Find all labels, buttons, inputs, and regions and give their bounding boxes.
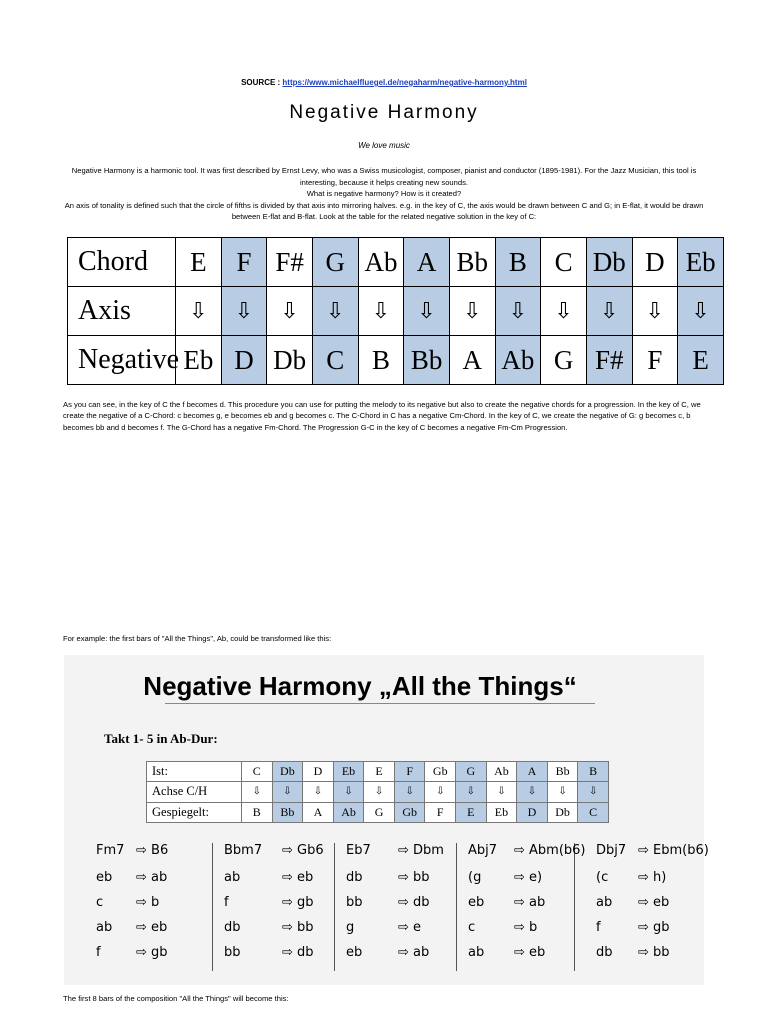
original-note: db — [596, 945, 613, 960]
panel-title-underline — [165, 703, 595, 704]
down-arrow-icon: ⇩ — [547, 782, 578, 802]
chord-column — [596, 843, 708, 971]
mirrored-note: ⇨ gb — [136, 945, 168, 960]
original-note: db — [346, 870, 363, 885]
chord-cell: C — [541, 238, 587, 287]
gespiegelt-cell: C — [578, 802, 609, 822]
chord-column — [224, 843, 336, 971]
source-link[interactable]: https://www.michaelfluegel.de/negaharm/negative-harmony.html — [282, 78, 527, 87]
chord-transformations — [96, 843, 709, 973]
original-note: ab — [468, 945, 485, 960]
chord-cell: D — [632, 238, 678, 287]
negative-row — [68, 336, 724, 385]
chord-cell: E — [176, 238, 222, 287]
mirrored-note: ⇨ ab — [514, 895, 546, 910]
down-arrow-icon: ⇩ — [221, 287, 267, 336]
chord-cell: Bb — [449, 238, 495, 287]
panel-title: Negative Harmony „All the Things“ — [143, 671, 577, 701]
mirrored-note: ⇨ db — [282, 945, 314, 960]
ist-cell: G — [456, 762, 487, 782]
original-note: Abj7 — [468, 843, 498, 858]
chord-cell: Ab — [358, 238, 404, 287]
gespiegelt-cell: Ab — [333, 802, 364, 822]
mirrored-note: ⇨ gb — [638, 920, 670, 935]
down-arrow-icon: ⇩ — [486, 782, 517, 802]
row-label-axis: Axis — [68, 287, 176, 336]
original-note: ab — [224, 870, 241, 885]
footer-text: The first 8 bars of the composition "All the Things" will become this: — [63, 994, 289, 1003]
mirrored-note: ⇨ eb — [514, 945, 546, 960]
negative-cell: D — [221, 336, 267, 385]
ist-cell: A — [517, 762, 548, 782]
row-label-gespiegelt: Gespiegelt: — [147, 802, 242, 822]
chord-cell: F# — [267, 238, 313, 287]
mirrored-note: ⇨ ab — [398, 945, 430, 960]
down-arrow-icon: ⇩ — [176, 287, 222, 336]
down-arrow-icon: ⇩ — [456, 782, 487, 802]
negative-cell: B — [358, 336, 404, 385]
ist-cell: Bb — [547, 762, 578, 782]
mirrored-note: ⇨ e — [398, 920, 422, 935]
chord-column — [346, 843, 458, 971]
axis-row — [68, 287, 724, 336]
gespiegelt-cell: F — [425, 802, 456, 822]
achse-row — [147, 782, 609, 802]
mirrored-note: ⇨ Gb6 — [282, 843, 324, 858]
down-arrow-icon: ⇩ — [364, 782, 395, 802]
down-arrow-icon: ⇩ — [312, 287, 358, 336]
original-note: Bbm7 — [224, 843, 263, 858]
original-note: db — [224, 920, 241, 935]
ist-cell: B — [578, 762, 609, 782]
row-label-ist: Ist: — [147, 762, 242, 782]
mirrored-note: ⇨ b — [514, 920, 538, 935]
chord-column — [96, 843, 208, 971]
row-label-achse: Achse C/H — [147, 782, 242, 802]
original-note: (c — [596, 870, 609, 885]
mirrored-note: ⇨ eb — [136, 920, 168, 935]
down-arrow-icon: ⇩ — [578, 782, 609, 802]
original-note: g — [346, 920, 355, 935]
original-note: Fm7 — [96, 843, 125, 858]
original-note: eb — [346, 945, 363, 960]
original-note: bb — [346, 895, 363, 910]
ist-cell: Gb — [425, 762, 456, 782]
down-arrow-icon: ⇩ — [541, 287, 587, 336]
original-note: c — [468, 920, 476, 935]
chord-cell: B — [495, 238, 541, 287]
chord-cell: Eb — [678, 238, 724, 287]
original-note: c — [96, 895, 104, 910]
down-arrow-icon: ⇩ — [358, 287, 404, 336]
original-note: Dbj7 — [596, 843, 627, 858]
original-note: f — [596, 920, 601, 935]
original-note: eb — [96, 870, 113, 885]
chord-cell: F — [221, 238, 267, 287]
negative-cell: F — [632, 336, 678, 385]
down-arrow-icon: ⇩ — [404, 287, 450, 336]
gespiegelt-row — [147, 802, 609, 822]
down-arrow-icon: ⇩ — [394, 782, 425, 802]
ab-dur-table — [146, 761, 609, 823]
negative-cell: A — [449, 336, 495, 385]
negative-cell: Ab — [495, 336, 541, 385]
chord-column — [468, 843, 586, 971]
explanation-paragraph: As you can see, in the key of C the f becomes d. This procedure you can use for putting the melody to its negative but also to create the negative chords for a progression. In the key of C, we create the negative of a C-Chord: c becomes g, e becomes eb and g becomes c. The C-Chord in C has a negative Cm-Chord. In the key of C, we create the negative of G: g becomes c, b becomes bb and d becomes f. The G-Chord has a negative Fm-Chord. The Progression G-C in the key of C becomes a negative Fm-Cm Progression. — [63, 400, 701, 432]
intro-paragraph-3: An axis of tonality is defined such that the circle of fifths is divided by that axis into mirroring halves. e.g. in the key of C, the axis would be drawn between C and G; in E-flat, it would be drawn between E-flat and B-flat. Look at the table for the related negative solution in the key of C: — [64, 200, 704, 221]
chord-cell: Db — [586, 238, 632, 287]
mirrored-note: ⇨ bb — [638, 945, 670, 960]
mirrored-note: ⇨ gb — [282, 895, 314, 910]
chord-cell: G — [312, 238, 358, 287]
source-label: SOURCE : — [241, 78, 283, 87]
down-arrow-icon: ⇩ — [632, 287, 678, 336]
negative-cell: G — [541, 336, 587, 385]
ist-cell: Ab — [486, 762, 517, 782]
negative-cell: E — [678, 336, 724, 385]
mirrored-note: ⇨ eb — [638, 895, 670, 910]
mirrored-note: ⇨ db — [398, 895, 430, 910]
takt-label: Takt 1- 5 in Ab-Dur: — [104, 731, 218, 746]
gespiegelt-cell: Gb — [394, 802, 425, 822]
chord-row — [68, 238, 724, 287]
original-note: (g — [468, 870, 482, 885]
mirrored-note: ⇨ ab — [136, 870, 168, 885]
negative-cell: C — [312, 336, 358, 385]
down-arrow-icon: ⇩ — [449, 287, 495, 336]
ist-cell: Db — [272, 762, 303, 782]
mirrored-note: ⇨ h) — [638, 870, 667, 885]
down-arrow-icon: ⇩ — [425, 782, 456, 802]
original-note: Eb7 — [346, 843, 371, 858]
mirrored-note: ⇨ bb — [398, 870, 430, 885]
gespiegelt-cell: A — [303, 802, 334, 822]
down-arrow-icon: ⇩ — [678, 287, 724, 336]
original-note: f — [224, 895, 229, 910]
gespiegelt-cell: Bb — [272, 802, 303, 822]
original-note: ab — [96, 920, 113, 935]
original-note: bb — [224, 945, 241, 960]
ist-row — [147, 762, 609, 782]
mirrored-note: ⇨ Ebm(b6) — [638, 843, 709, 858]
mirrored-note: ⇨ Dbm — [398, 843, 444, 858]
row-label-chord: Chord — [68, 238, 176, 287]
negative-cell: F# — [586, 336, 632, 385]
mirrored-note: ⇨ bb — [282, 920, 314, 935]
ist-cell: Eb — [333, 762, 364, 782]
negative-harmony-table — [67, 237, 724, 385]
down-arrow-icon: ⇩ — [303, 782, 334, 802]
mirrored-note: ⇨ B6 — [136, 843, 169, 858]
down-arrow-icon: ⇩ — [242, 782, 273, 802]
gespiegelt-cell: G — [364, 802, 395, 822]
ist-cell: F — [394, 762, 425, 782]
gespiegelt-cell: Db — [547, 802, 578, 822]
down-arrow-icon: ⇩ — [267, 287, 313, 336]
intro-text — [62, 165, 706, 223]
ist-cell: D — [303, 762, 334, 782]
down-arrow-icon: ⇩ — [517, 782, 548, 802]
ist-cell: C — [242, 762, 273, 782]
negative-cell: Db — [267, 336, 313, 385]
gespiegelt-cell: Eb — [486, 802, 517, 822]
intro-paragraph-2: What is negative harmony? How is it created? — [306, 189, 462, 198]
original-note: eb — [468, 895, 485, 910]
gespiegelt-cell: D — [517, 802, 548, 822]
mirrored-note: ⇨ Abm(b6) — [514, 843, 586, 858]
negative-cell: Bb — [404, 336, 450, 385]
mirrored-note: ⇨ b — [136, 895, 160, 910]
row-label-negative: Negative — [68, 336, 176, 385]
mirrored-note: ⇨ e) — [514, 870, 543, 885]
gespiegelt-cell: E — [456, 802, 487, 822]
original-note: f — [96, 945, 101, 960]
down-arrow-icon: ⇩ — [586, 287, 632, 336]
down-arrow-icon: ⇩ — [272, 782, 303, 802]
page-title: Negative Harmony — [289, 102, 479, 123]
mirrored-note: ⇨ eb — [282, 870, 314, 885]
ist-cell: E — [364, 762, 395, 782]
example-text: For example: the first bars of "All the Things", Ab, could be transformed like this: — [63, 634, 332, 643]
gespiegelt-cell: B — [242, 802, 273, 822]
chord-cell: A — [404, 238, 450, 287]
column-separator — [212, 843, 213, 971]
page-subtitle: We love music — [358, 141, 410, 150]
negative-cell: Eb — [176, 336, 222, 385]
down-arrow-icon: ⇩ — [333, 782, 364, 802]
down-arrow-icon: ⇩ — [495, 287, 541, 336]
source-line — [0, 78, 768, 87]
original-note: ab — [596, 895, 613, 910]
intro-paragraph-1: Negative Harmony is a harmonic tool. It was first described by Ernst Levy, who was a Swiss musicologist, composer, pianist and conductor (1895-1981). For the Jazz Musician, this tool is interesting, because it helps creating new sounds. — [71, 166, 697, 187]
